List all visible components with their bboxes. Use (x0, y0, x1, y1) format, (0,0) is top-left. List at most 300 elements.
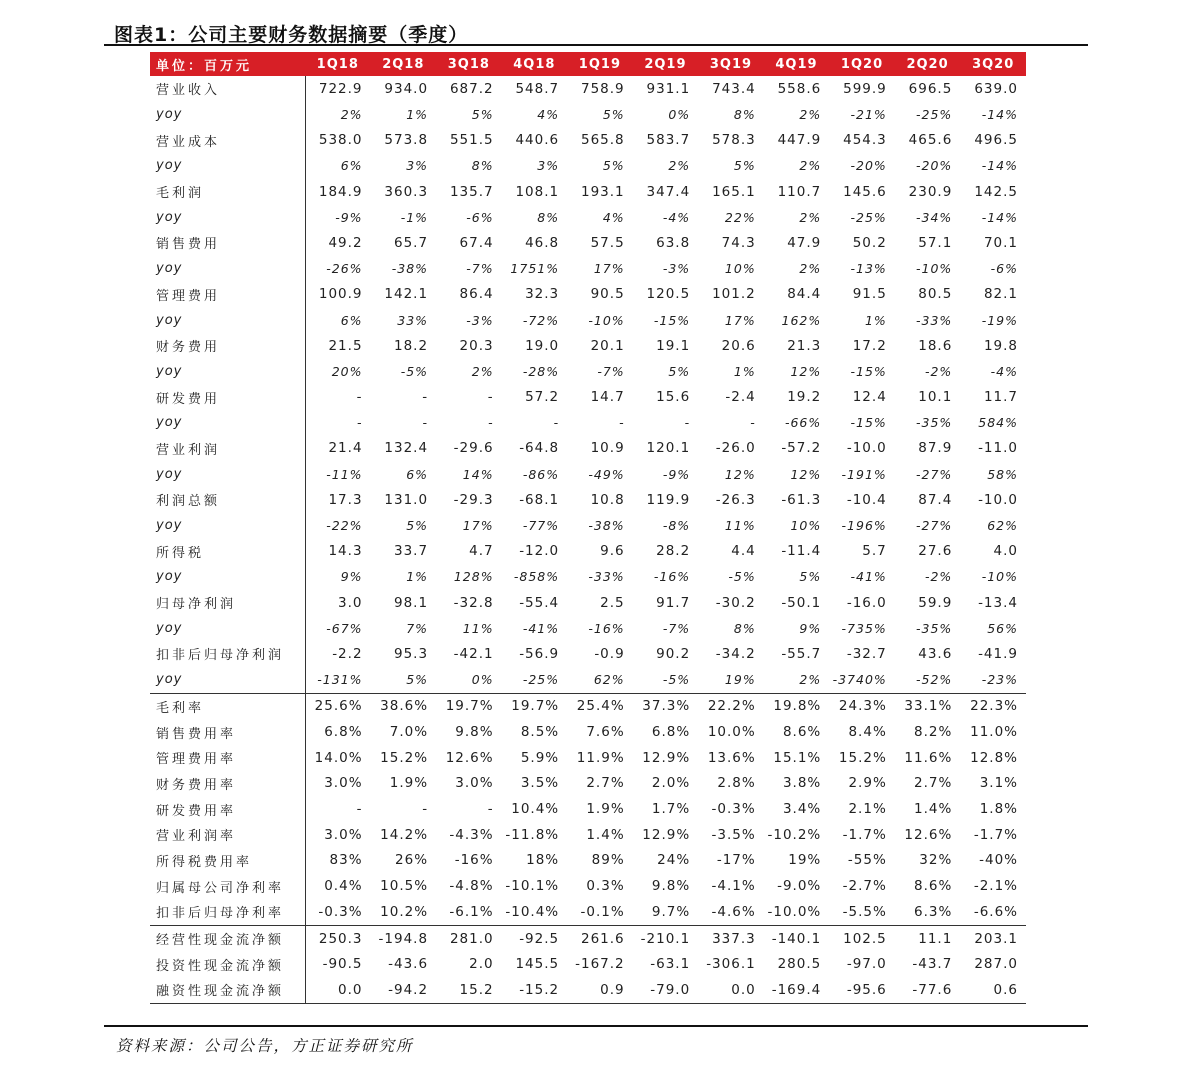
table-cell: -77.6 (895, 977, 961, 1003)
table-cell: 9% (799, 620, 822, 636)
table-cell: -95.6 (829, 977, 895, 1003)
row-label: 所得税费用率 (150, 848, 305, 874)
table-cell: 17% (462, 518, 494, 534)
row-label: 投资性现金流净额 (150, 951, 305, 977)
row-label: 融资性现金流净额 (150, 977, 305, 1003)
table-cell: 3.8% (782, 775, 822, 792)
table-cell: -6.1% (449, 903, 494, 920)
table-cell: -33% (588, 569, 625, 585)
table-cell: 162% (781, 312, 822, 328)
table-cell: -6% (990, 261, 1018, 277)
table-cell: 722.9 (318, 80, 363, 97)
table-cell: 3% (406, 158, 429, 174)
table-cell: 5% (799, 569, 822, 585)
table-cell: -38% (588, 518, 625, 534)
table-cell: - (750, 415, 756, 431)
table-cell: 10.8 (590, 491, 625, 508)
table-cell: 447.9 (777, 132, 822, 149)
table-cell: 101.2 (712, 286, 756, 303)
table-cell: 110.7 (777, 183, 822, 200)
table-cell: -43.6 (388, 956, 429, 973)
table-cell: -0.3% (318, 903, 363, 920)
row-label: 归属母公司净利率 (150, 873, 305, 899)
table-row (150, 925, 1026, 951)
table-cell: 28.2 (656, 543, 691, 560)
table-cell: 86.4 (459, 286, 494, 303)
table-cell: 135.7 (449, 183, 494, 200)
table-cell: 565.8 (581, 132, 625, 149)
table-cell: -2% (924, 363, 953, 379)
table-body (150, 76, 1026, 1003)
figure-title-bar (104, 16, 1088, 46)
table-cell: 59.9 (918, 594, 953, 611)
table-cell: -14% (981, 209, 1018, 225)
table-cell: 98.1 (394, 594, 429, 611)
table-cell: -38% (391, 261, 429, 277)
table-cell: -56.9 (519, 645, 560, 662)
table-cell: 9% (340, 569, 363, 585)
table-cell: -5% (728, 569, 756, 585)
row-label: 销售费用 (150, 230, 305, 256)
table-cell: 1.9% (389, 775, 429, 792)
table-cell: -25% (850, 209, 887, 225)
row-label: 营业利润率 (150, 822, 305, 848)
table-row (150, 771, 1026, 797)
table-row (150, 822, 1026, 848)
table-cell: 454.3 (843, 132, 887, 149)
table-row (150, 282, 1026, 308)
table-cell: 8.6% (782, 724, 822, 741)
row-label: yoy (150, 564, 305, 590)
row-label: 销售费用率 (150, 719, 305, 745)
table-cell: 50.2 (852, 234, 887, 251)
table-cell: 5.9% (520, 749, 560, 766)
table-cell: -196% (841, 518, 887, 534)
table-cell: 19% (724, 672, 756, 688)
table-cell: 14.2% (380, 826, 429, 843)
row-label: yoy (150, 307, 305, 333)
table-cell: -194.8 (371, 925, 437, 951)
table-cell: 47.9 (787, 234, 822, 251)
table-cell: - (356, 801, 363, 818)
table-cell: -16% (588, 620, 625, 636)
table-row (150, 693, 1026, 719)
table-cell: 22.3% (960, 693, 1026, 719)
table-cell: 19% (788, 852, 822, 869)
table-cell: -1.7% (842, 826, 887, 843)
table-cell: 19.8% (764, 693, 830, 719)
table-cell: 2.1% (848, 801, 887, 818)
table-cell: 90.2 (656, 645, 691, 662)
table-cell: 9.6 (600, 543, 625, 560)
table-cell: 145.5 (515, 956, 560, 973)
table-cell: 2% (668, 158, 691, 174)
table-cell: -77% (522, 518, 560, 534)
table-row (150, 745, 1026, 771)
table-cell: 6% (340, 158, 363, 174)
table-cell: 6% (406, 466, 429, 482)
row-label: 管理费用 (150, 282, 305, 308)
table-cell: -131% (317, 672, 363, 688)
table-cell: 337.3 (698, 925, 764, 951)
table-cell: 67.4 (459, 234, 494, 251)
table-cell: -22% (326, 518, 363, 534)
table-cell: -1.7% (973, 826, 1018, 843)
table-cell: -55% (847, 852, 887, 869)
table-cell: 584% (978, 415, 1018, 431)
table-cell: -94.2 (371, 977, 437, 1003)
table-cell: - (553, 415, 560, 431)
table-cell: 100.9 (318, 286, 363, 303)
table-cell: -5.5% (842, 903, 887, 920)
table-cell: 82.1 (983, 286, 1018, 303)
table-cell: -9% (335, 209, 363, 225)
table-cell: 5% (668, 363, 691, 379)
table-cell: 58% (987, 466, 1018, 482)
table-cell: -55.7 (781, 645, 822, 662)
table-cell: -34.2 (715, 645, 756, 662)
table-cell: 261.6 (567, 925, 633, 951)
row-label: 财务费用率 (150, 771, 305, 797)
table-cell: 2% (799, 672, 822, 688)
table-cell: -140.1 (764, 925, 830, 951)
table-cell: -10.0 (846, 440, 887, 457)
table-cell: -68.1 (519, 491, 560, 508)
table-cell: -3740% (832, 672, 887, 688)
column-header: 2Q20 (895, 52, 961, 76)
table-cell: -306.1 (706, 956, 756, 973)
table-cell: 12.8% (970, 749, 1018, 766)
table-cell: -5% (662, 672, 691, 688)
table-cell: -210.1 (633, 925, 699, 951)
table-cell: -33% (916, 312, 953, 328)
table-cell: 20.3 (459, 337, 494, 354)
table-cell: 11% (724, 518, 756, 534)
table-cell: 1% (406, 569, 429, 585)
table-cell: -6.6% (973, 903, 1018, 920)
table-cell: -3.5% (711, 826, 756, 843)
table-cell: 10.1 (918, 389, 953, 406)
table-cell: 18.2 (394, 337, 429, 354)
table-cell: -42.1 (453, 645, 494, 662)
table-cell: -10.4 (846, 491, 887, 508)
table-row (150, 436, 1026, 462)
table-cell: 20.6 (721, 337, 756, 354)
table-cell: -49% (588, 466, 625, 482)
table-cell: 2.8% (717, 775, 756, 792)
table-cell: 696.5 (908, 80, 953, 97)
table-cell: 32.3 (525, 286, 560, 303)
table-row (150, 76, 1026, 102)
table-row (150, 848, 1026, 874)
table-cell: 25.6% (305, 693, 371, 719)
table-cell: 3% (537, 158, 560, 174)
table-cell: 0% (668, 107, 691, 123)
table-cell: -26% (326, 261, 363, 277)
table-cell: 2% (471, 363, 494, 379)
table-cell: 10.5% (380, 878, 429, 895)
table-cell: -12.0 (519, 543, 560, 560)
table-cell: 8% (471, 158, 494, 174)
table-cell: 3.5% (520, 775, 560, 792)
row-label: 营业成本 (150, 127, 305, 153)
table-cell: 12% (724, 466, 756, 482)
table-cell: -858% (513, 569, 560, 585)
table-cell: -20% (850, 158, 887, 174)
table-cell: 145.6 (843, 183, 887, 200)
yoy-row (150, 153, 1026, 179)
table-cell: 7.0% (389, 724, 429, 741)
table-cell: -34% (916, 209, 953, 225)
table-header-row (150, 52, 1026, 76)
table-cell: 84.4 (787, 286, 822, 303)
table-cell: -4.1% (711, 878, 756, 895)
table-cell: -4% (990, 363, 1018, 379)
table-cell: -28% (522, 363, 560, 379)
table-cell: -27% (916, 518, 953, 534)
table-cell: 10.0% (707, 724, 756, 741)
table-cell: 119.9 (646, 491, 691, 508)
table-cell: 1% (733, 363, 756, 379)
table-cell: -66% (784, 415, 822, 431)
table-cell: -57.2 (781, 440, 822, 457)
table-cell: 12.6% (445, 749, 494, 766)
table-cell: -15.2 (502, 977, 568, 1003)
table-cell: 131.0 (384, 491, 429, 508)
table-cell: 465.6 (908, 132, 953, 149)
table-row (150, 951, 1026, 977)
table-cell: -63.1 (650, 956, 691, 973)
table-cell: 9.8% (651, 878, 691, 895)
table-cell: -0.1% (580, 903, 625, 920)
table-cell: - (356, 389, 363, 406)
table-cell: 551.5 (449, 132, 494, 149)
table-cell: -50.1 (781, 594, 822, 611)
table-cell: -35% (916, 620, 953, 636)
table-cell: -23% (981, 672, 1018, 688)
yoy-row (150, 461, 1026, 487)
table-cell: 62% (987, 518, 1018, 534)
table-cell: 128% (453, 569, 494, 585)
row-label: yoy (150, 461, 305, 487)
row-label: 毛利润 (150, 179, 305, 205)
table-cell: 8.4% (848, 724, 887, 741)
row-label: yoy (150, 359, 305, 385)
table-cell: 15.6 (656, 389, 691, 406)
table-cell: -191% (841, 466, 887, 482)
yoy-row (150, 256, 1026, 282)
table-cell: 65.7 (394, 234, 429, 251)
table-cell: -55.4 (519, 594, 560, 611)
table-cell: 14.0% (314, 749, 363, 766)
row-label: 利润总额 (150, 487, 305, 513)
table-cell: 1.9% (586, 801, 625, 818)
table-cell: -79.0 (633, 977, 699, 1003)
table-cell: -4.3% (449, 826, 494, 843)
table-cell: 440.6 (515, 132, 560, 149)
table-cell: 12.9% (642, 749, 691, 766)
table-cell: -2.4 (725, 389, 756, 406)
table-cell: 24.3% (829, 693, 895, 719)
table-cell: 9.7% (651, 903, 691, 920)
table-cell: 3.0 (338, 594, 363, 611)
table-cell: 193.1 (581, 183, 625, 200)
table-cell: -0.3% (711, 801, 756, 818)
table-row (150, 179, 1026, 205)
table-cell: -8% (662, 518, 691, 534)
table-cell: 2% (799, 158, 822, 174)
table-cell: 87.4 (918, 491, 953, 508)
table-cell: 230.9 (908, 183, 953, 200)
table-cell: 5% (733, 158, 756, 174)
table-cell: 22% (724, 209, 756, 225)
table-cell: 21.4 (328, 440, 363, 457)
table-cell: 347.4 (646, 183, 691, 200)
yoy-row (150, 307, 1026, 333)
column-header: 2Q19 (633, 52, 699, 76)
table-cell: - (357, 415, 363, 431)
table-cell: 12% (790, 466, 822, 482)
table-cell: -64.8 (519, 440, 560, 457)
table-cell: -2.2 (332, 645, 363, 662)
table-cell: 2.0 (469, 956, 494, 973)
row-label: 财务费用 (150, 333, 305, 359)
table-cell: 8.6% (914, 878, 953, 895)
table-cell: 2% (799, 261, 822, 277)
table-cell: 17% (724, 312, 756, 328)
table-cell: 33% (397, 312, 429, 328)
table-cell: -21% (850, 107, 887, 123)
table-cell: 5% (406, 672, 429, 688)
column-header: 3Q20 (960, 52, 1026, 76)
unit-label: 单位：百万元 (150, 52, 305, 76)
table-cell: 5.7 (862, 543, 887, 560)
table-cell: 3.1% (979, 775, 1018, 792)
table-cell: 573.8 (384, 132, 429, 149)
table-cell: -10.2% (767, 826, 822, 843)
table-cell: -10.0 (978, 491, 1018, 508)
table-cell: 89% (591, 852, 625, 869)
table-row (150, 230, 1026, 256)
table-cell: -29.6 (453, 440, 494, 457)
table-cell: 19.0 (525, 337, 560, 354)
table-cell: -10.1% (505, 878, 560, 895)
row-label: 所得税 (150, 538, 305, 564)
table-cell: -35% (916, 415, 953, 431)
row-label: 研发费用 (150, 384, 305, 410)
table-cell: - (422, 415, 429, 431)
table-cell: -7% (597, 363, 625, 379)
table-cell: 19.7% (436, 693, 502, 719)
table-cell: -169.4 (764, 977, 830, 1003)
table-cell: 14% (462, 466, 494, 482)
table-cell: 3.0% (455, 775, 494, 792)
table-cell: 17.3 (328, 491, 363, 508)
table-cell: -3% (662, 261, 691, 277)
row-label: yoy (150, 410, 305, 436)
table-cell: 80.5 (918, 286, 953, 303)
table-cell: -6% (466, 209, 494, 225)
table-cell: 43.6 (918, 645, 953, 662)
table-cell: -10% (981, 569, 1018, 585)
row-label: 管理费用率 (150, 745, 305, 771)
table-cell: -13% (850, 261, 887, 277)
yoy-row (150, 410, 1026, 436)
table-cell: 19.1 (656, 337, 691, 354)
table-cell: 5% (602, 107, 625, 123)
table-cell: 1% (406, 107, 429, 123)
table-cell: 4.4 (731, 543, 756, 560)
table-cell: 37.3% (633, 693, 699, 719)
row-label: yoy (150, 153, 305, 179)
table-cell: -40% (979, 852, 1018, 869)
table-cell: 184.9 (318, 183, 363, 200)
table-cell: 8.5% (520, 724, 560, 741)
table-cell: -41% (522, 620, 560, 636)
row-label: 归母净利润 (150, 590, 305, 616)
table-cell: 0.9 (567, 977, 633, 1003)
table-cell: -26.0 (715, 440, 756, 457)
column-header: 1Q20 (829, 52, 895, 76)
row-label: yoy (150, 102, 305, 128)
table-cell: 4.0 (993, 543, 1018, 560)
table-cell: 15.1% (773, 749, 822, 766)
table-cell: 14.7 (590, 389, 625, 406)
table-cell: 5% (602, 158, 625, 174)
table-cell: 250.3 (305, 925, 371, 951)
table-cell: -1% (400, 209, 429, 225)
column-header: 3Q19 (698, 52, 764, 76)
table-cell: 11% (462, 620, 494, 636)
table-cell: 360.3 (384, 183, 429, 200)
table-cell: 91.5 (852, 286, 887, 303)
table-cell: 0% (471, 672, 494, 688)
row-label: yoy (150, 256, 305, 282)
table-cell: -52% (916, 672, 953, 688)
table-cell: 21.5 (328, 337, 363, 354)
table-cell: -32.7 (846, 645, 887, 662)
table-cell: -17% (716, 852, 756, 869)
table-cell: -5% (400, 363, 429, 379)
table-cell: 758.9 (581, 80, 625, 97)
table-cell: 287.0 (974, 956, 1018, 973)
yoy-row (150, 102, 1026, 128)
table-cell: 33.7 (394, 543, 429, 560)
table-cell: 32% (919, 852, 953, 869)
table-cell: -41.9 (978, 645, 1018, 662)
table-cell: 687.2 (449, 80, 494, 97)
table-cell: 11.0% (970, 724, 1018, 741)
table-cell: 11.9% (576, 749, 625, 766)
table-cell: 11.7 (983, 389, 1018, 406)
table-cell: -25% (522, 672, 560, 688)
table-cell: -92.5 (502, 925, 568, 951)
table-cell: 3.0% (324, 775, 363, 792)
table-row (150, 487, 1026, 513)
table-cell: 2.9% (848, 775, 887, 792)
table-cell: 20% (331, 363, 363, 379)
table-cell: 19.2 (787, 389, 822, 406)
table-cell: 0.3% (586, 878, 625, 895)
table-row (150, 538, 1026, 564)
table-cell: -2.7% (842, 878, 887, 895)
table-cell: 6.8% (324, 724, 363, 741)
table-cell: 102.5 (829, 925, 895, 951)
table-cell: 10.9 (590, 440, 625, 457)
table-cell: 10% (790, 518, 822, 534)
table-row (150, 977, 1026, 1003)
table-cell: 3.0% (324, 826, 363, 843)
